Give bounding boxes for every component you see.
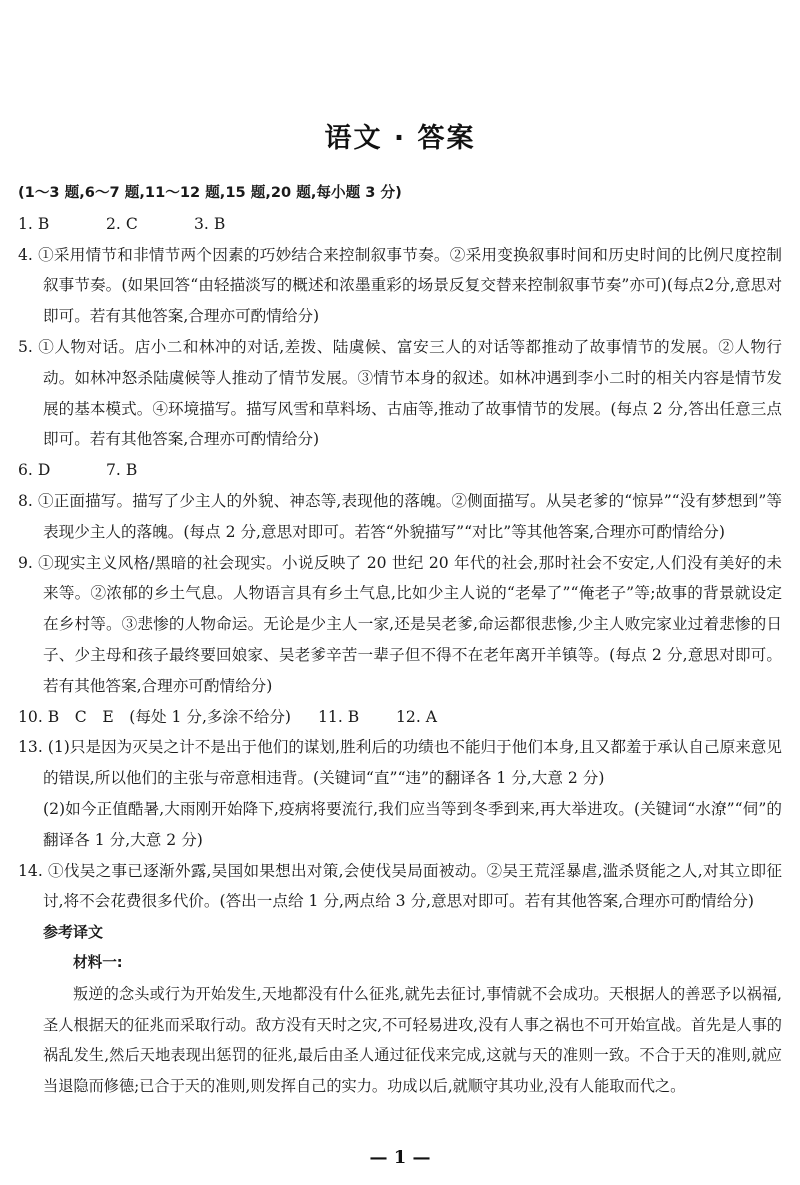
answer-q1: 1. B <box>18 214 50 233</box>
answer-q8: 8. ①正面描写。描写了少主人的外貌、神态等,表现他的落魄。②侧面描写。从吴老爹的“惊异”“没有梦想到”等表现少主人的落魄。(每点 2 分,意思对即可。若答“外貌描写”“对比”等其他答案,合理亦可酌情给分) <box>18 491 782 541</box>
reference-translation-heading: 参考译文 <box>43 923 104 942</box>
answer-q13-part1: 13. (1)只是因为灭吴之计不是出于他们的谋划,胜利后的功绩也不能归于他们本身,且又都羞于承认自己原来意见的错误,所以他们的主张与帝意相违背。(关键词“直”“违”的翻译各 1 分,大意 2 分) <box>18 738 782 788</box>
answer-q7: 7. B <box>106 461 138 480</box>
answer-q12: 12. A <box>396 707 438 726</box>
material-one-label: 材料一: <box>73 953 123 971</box>
answer-q11: 11. B <box>318 707 360 726</box>
answer-q2: 2. C <box>106 214 138 233</box>
scoring-note: (1～3 题,6～7 题,11～12 题,15 题,20 题,每小题 3 分) <box>18 184 402 201</box>
answer-q4: 4. ①采用情节和非情节两个因素的巧妙结合来控制叙事节奏。②采用变换叙事时间和历史时间的比例尺度控制叙事节奏。(如果回答“由轻描淡写的概述和浓墨重彩的场景反复交替来控制叙事节奏”亦可)(每点2分,意思对即可。若有其他答案,合理亦可酌情给分) <box>18 245 782 326</box>
answer-q10: 10. B C E (每处 1 分,多涂不给分) <box>18 707 292 726</box>
answer-content <box>18 178 782 1102</box>
material-one-translation: 叛逆的念头或行为开始发生,天地都没有什么征兆,就先去征讨,事情就不会成功。天根据人的善恶予以祸福,圣人根据天的征兆而采取行动。敌方没有天时之灾,不可轻易进攻,没有人事之祸也不可开始宣战。首先是人事的祸乱发生,然后天地表现出惩罚的征兆,最后由圣人通过征伐来完成,这就与天的准则一致。不合于天的准则,就应当退隐而修德;已合于天的准则,则发挥自己的实力。功成以后,就顺守其功业,没有人能取而代之。 <box>43 984 782 1096</box>
answer-q9: 9. ①现实主义风格/黑暗的社会现实。小说反映了 20 世纪 20 年代的社会,那时社会不安定,人们没有美好的未来等。②浓郁的乡土气息。人物语言具有乡土气息,比如少主人说的“老晕了”“俺老子”等;故事的背景就设定在乡村等。③悲惨的人物命运。无论是少主人一家,还是吴老爹,命运都很悲惨,少主人败完家业过着悲惨的日子、少主母和孩子最终要回娘家、吴老爹辛苦一辈子但不得不在老年离开羊镇等。(每点 2 分,意思对即可。若有其他答案,合理亦可酌情给分) <box>18 553 782 695</box>
answer-q5: 5. ①人物对话。店小二和林冲的对话,差拨、陆虞候、富安三人的对话等都推动了故事情节的发展。②人物行动。如林冲怒杀陆虞候等人推动了情节发展。③情节本身的叙述。如林冲遇到李小二时的相关内容是情节发展的基本模式。④环境描写。描写风雪和草料场、古庙等,推动了故事情节的发展。(每点 2 分,答出任意三点即可。若有其他答案,合理亦可酌情给分) <box>18 337 782 449</box>
page-title: 语文 · 答案 <box>324 123 476 154</box>
answer-q14: 14. ①伐吴之事已逐渐外露,吴国如果想出对策,会使伐吴局面被动。②吴王荒淫暴虐,滥杀贤能之人,对其立即征讨,将不会花费很多代价。(答出一点给 1 分,两点给 3 分,意思对即可。若有其他答案,合理亦可酌情给分) <box>18 861 782 911</box>
answer-q13-part2: (2)如今正值酷暑,大雨刚开始降下,疫病将要流行,我们应当等到冬季到来,再大举进攻。(关键词“水潦”“伺”的翻译各 1 分,大意 2 分) <box>43 799 782 849</box>
mcq-answers-10-12 <box>18 702 782 733</box>
mcq-answers-1-3 <box>18 209 782 240</box>
answer-q6: 6. D <box>18 461 51 480</box>
page-number: — 1 — <box>369 1147 431 1168</box>
mcq-answers-6-7 <box>18 455 782 486</box>
answer-q3: 3. B <box>194 214 226 233</box>
